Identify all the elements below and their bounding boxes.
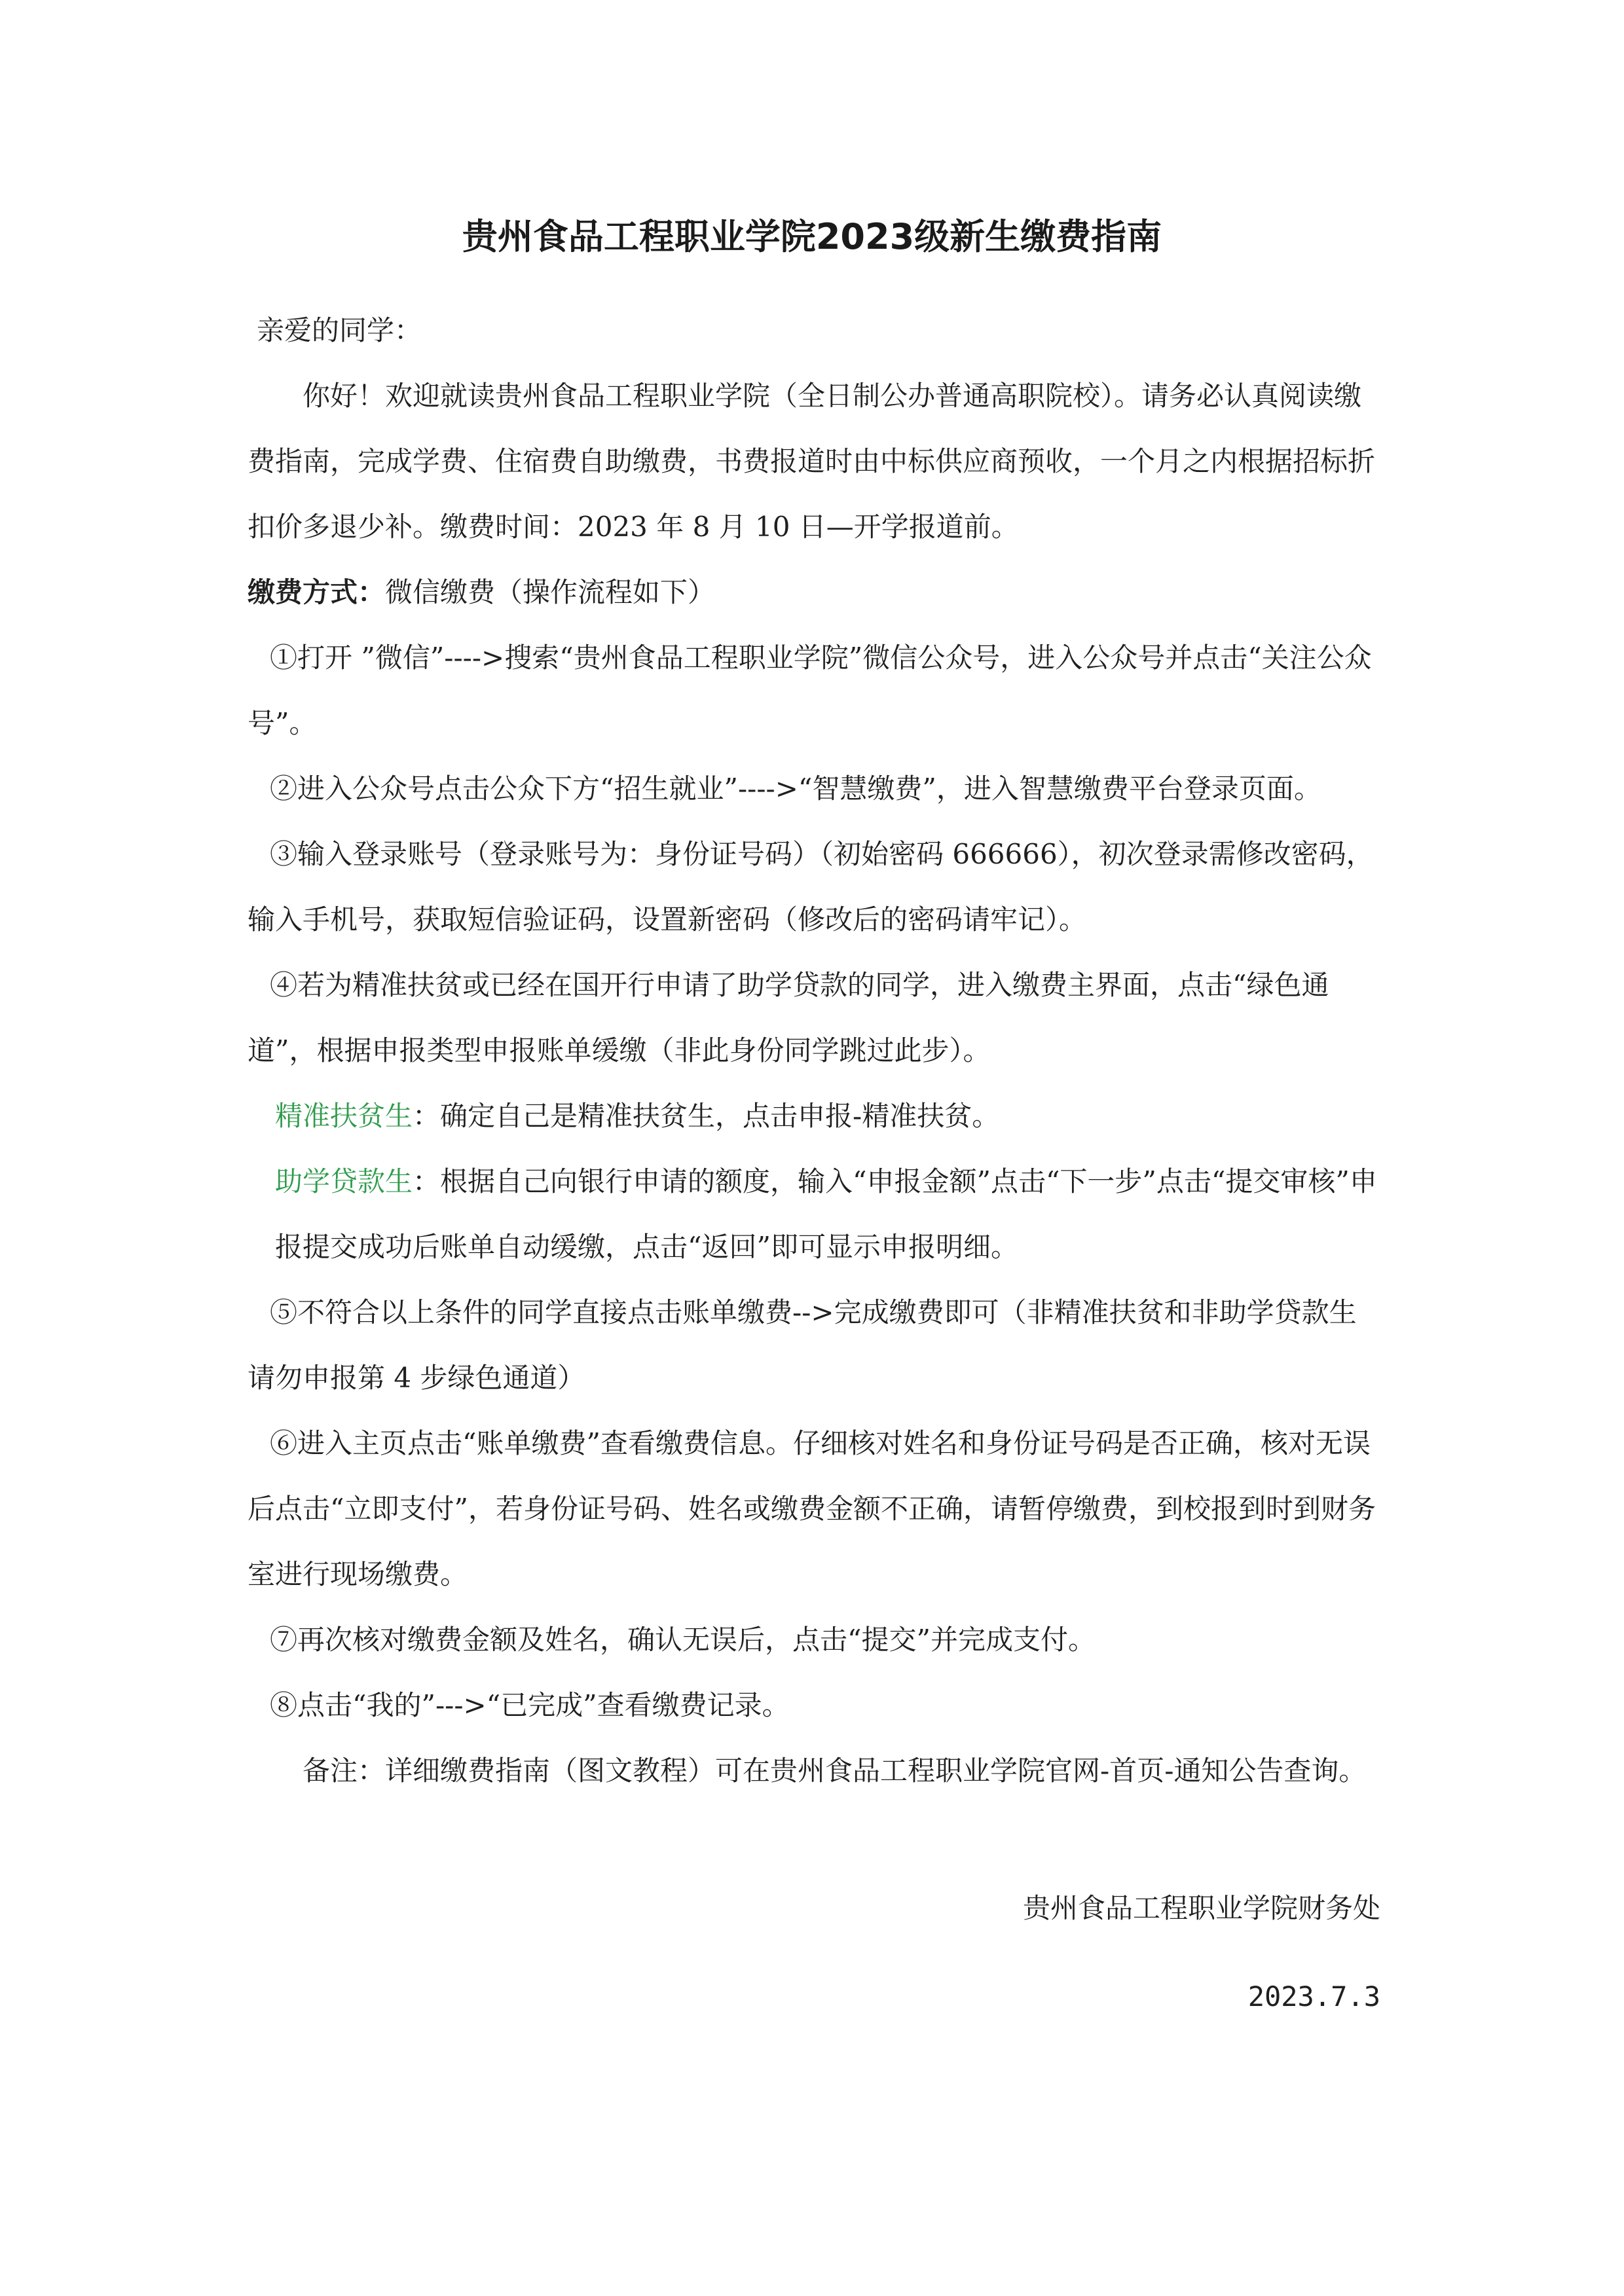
loan-student-label: 助学贷款生 bbox=[275, 1165, 413, 1197]
step-2: ②进入公众号点击公众下方“招生就业”---->“智慧缴费”，进入智慧缴费平台登录页面。 bbox=[270, 773, 1321, 805]
document-body bbox=[248, 298, 1380, 1804]
poverty-student-label: 精准扶贫生 bbox=[275, 1100, 413, 1132]
step-5: ⑤不符合以上条件的同学直接点击账单缴费-->完成缴费即可（非精准扶贫和非助学贷款生请勿申报第 4 步绿色通道） bbox=[248, 1296, 1357, 1394]
signature-organization: 贵州食品工程职业学院财务处 bbox=[1022, 1892, 1380, 1924]
page-title: 贵州食品工程职业学院2023级新生缴费指南 bbox=[462, 216, 1162, 257]
remark-note: 备注：详细缴费指南（图文教程）可在贵州食品工程职业学院官网-首页-通知公告查询。 bbox=[303, 1755, 1367, 1787]
poverty-student-note bbox=[248, 1084, 1380, 1149]
greeting: 亲爱的同学： bbox=[257, 314, 422, 346]
loan-student-text: ：根据自己向银行申请的额度，输入“申报金额”点击“下一步”点击“提交审核”申报提交成功后账单自动缓缴，点击“返回”即可显示申报明细。 bbox=[275, 1165, 1377, 1263]
step-1: ①打开 ”微信”---->搜索“贵州食品工程职业学院”微信公众号，进入公众号并点击“关注公众号”。 bbox=[248, 642, 1372, 739]
payment-method-value: 微信缴费（操作流程如下） bbox=[385, 576, 716, 608]
step-7: ⑦再次核对缴费金额及姓名，确认无误后，点击“提交”并完成支付。 bbox=[270, 1624, 1096, 1656]
step-3: ③输入登录账号（登录账号为：身份证号码）（初始密码 666666），初次登录需修改密码，输入手机号，获取短信验证码，设置新密码（修改后的密码请牢记）。 bbox=[248, 838, 1374, 936]
payment-method-label: 缴费方式： bbox=[248, 576, 386, 608]
loan-student-note bbox=[248, 1149, 1380, 1280]
poverty-student-text: ：确定自己是精准扶贫生，点击申报-精准扶贫。 bbox=[413, 1100, 1000, 1132]
step-8: ⑧点击“我的”--->“已完成”查看缴费记录。 bbox=[270, 1689, 790, 1721]
step-4: ④若为精准扶贫或已经在国开行申请了助学贷款的同学，进入缴费主界面，点击“绿色通道”，根据申报类型申报账单缓缴（非此身份同学跳过此步）。 bbox=[248, 969, 1329, 1066]
signature-date: 2023.7.3 bbox=[1247, 1980, 1380, 2013]
payment-method bbox=[248, 560, 1380, 625]
step-6: ⑥进入主页点击“账单缴费”查看缴费信息。仔细核对姓名和身份证号码是否正确，核对无误后点击“立即支付”，若身份证号码、姓名或缴费金额不正确，请暂停缴费，到校报到时到财务室进行现场缴费。 bbox=[248, 1427, 1376, 1590]
intro-paragraph: 你好！欢迎就读贵州食品工程职业学院（全日制公办普通高职院校）。请务必认真阅读缴费指南，完成学费、住宿费自助缴费，书费报道时由中标供应商预收，一个月之内根据招标折扣价多退少补。缴费时间：2023 年 8 月 10 日—开学报道前。 bbox=[248, 380, 1376, 543]
